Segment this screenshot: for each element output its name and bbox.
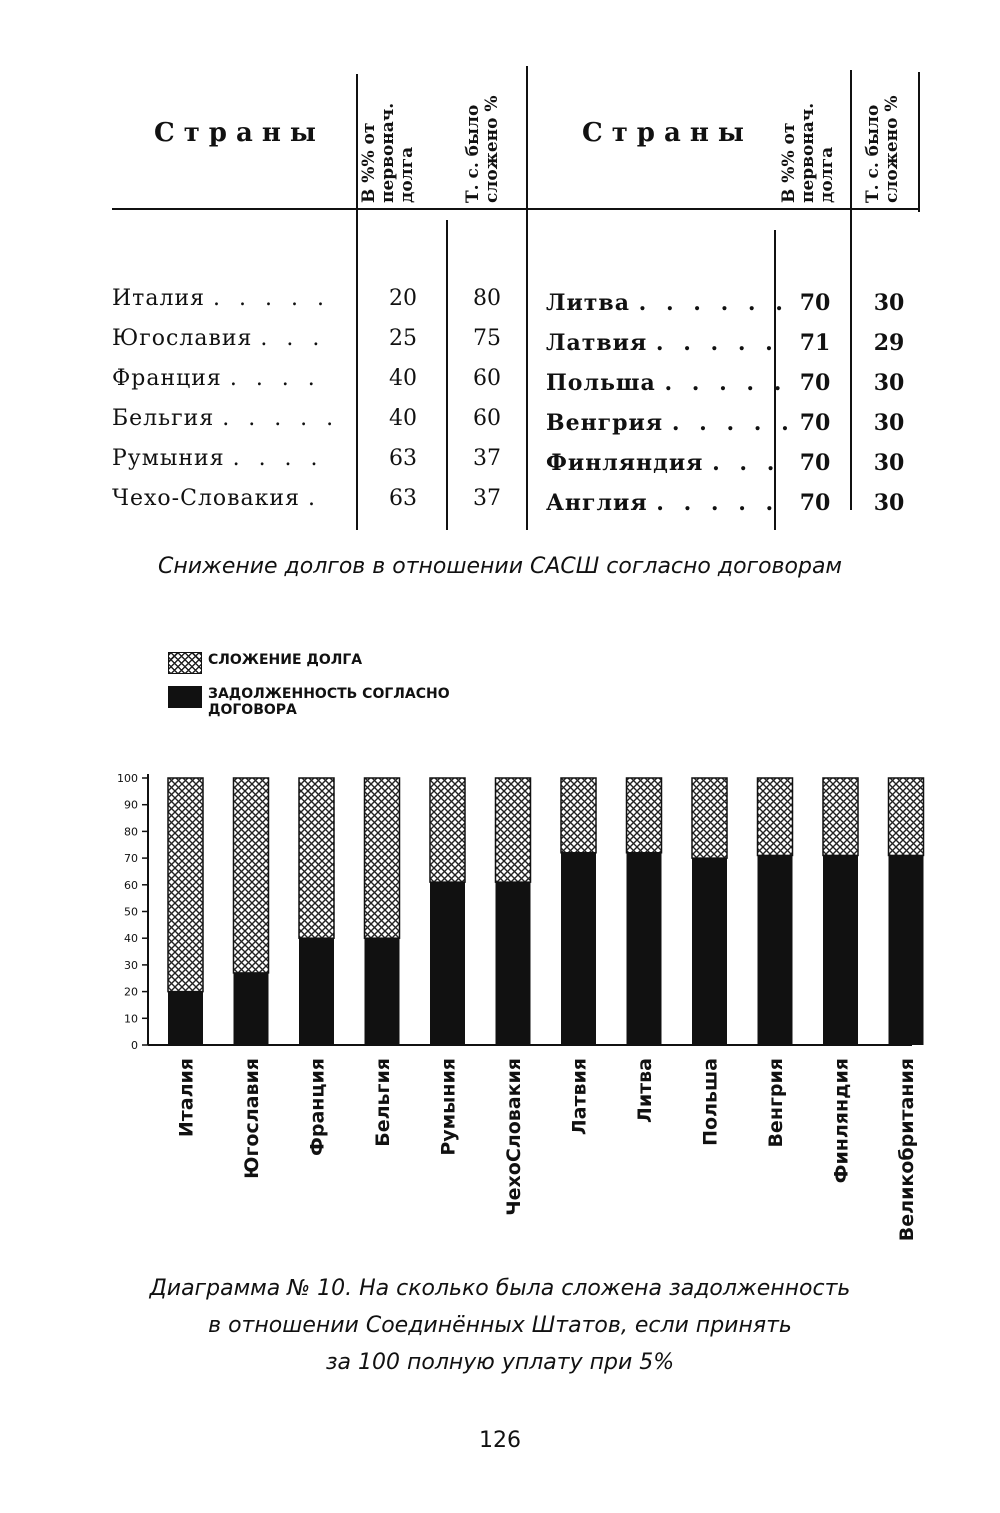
header-forgiven-right: Т. с. было сложено % <box>863 95 902 203</box>
bar-forgiven <box>889 778 924 855</box>
bar-forgiven <box>627 778 662 853</box>
x-tick-label: Латвия <box>568 1058 591 1136</box>
y-tick-label: 80 <box>124 825 138 839</box>
bar-forgiven <box>430 778 465 882</box>
page-number: 126 <box>479 1428 521 1453</box>
percent-value: 70 <box>799 450 831 476</box>
bar-forgiven <box>823 778 858 855</box>
x-tick-label: Италия <box>175 1058 198 1138</box>
header-countries-right: Страны <box>582 118 753 148</box>
x-tick-label: Румыния <box>437 1058 460 1156</box>
bar-debt <box>496 882 531 1045</box>
y-tick-label: 10 <box>124 1012 138 1026</box>
country-name: Литва . . . . . . <box>546 290 789 316</box>
bar-forgiven <box>365 778 400 938</box>
bar-forgiven <box>299 778 334 938</box>
x-tick-label: Литва <box>634 1058 656 1123</box>
country-name: Польша . . . . . <box>546 370 788 396</box>
bar-forgiven <box>758 778 793 855</box>
header-percent-right: В %% от первонач. долга <box>779 102 837 203</box>
forgiven-value: 37 <box>473 446 501 471</box>
forgiven-value: 29 <box>873 330 905 356</box>
bar-forgiven <box>692 778 727 858</box>
header-percent-left: В %% от первонач. долга <box>359 102 417 203</box>
caption-line: Диаграмма № 10. На сколько была сложена задолженность <box>149 1276 851 1301</box>
bar-debt <box>823 855 858 1045</box>
percent-value: 40 <box>389 366 417 391</box>
y-tick-label: 20 <box>124 985 138 999</box>
country-name: Югославия . . . <box>112 326 326 351</box>
forgiven-value: 80 <box>473 286 501 311</box>
bar-debt <box>430 882 465 1045</box>
country-name: Франция . . . . <box>112 366 321 391</box>
x-tick-label: Великобритания <box>896 1058 918 1242</box>
forgiven-value: 60 <box>473 406 501 431</box>
forgiven-value: 75 <box>473 326 501 351</box>
bar-forgiven <box>234 778 269 973</box>
percent-value: 63 <box>389 486 417 511</box>
country-name: Латвия . . . . . <box>546 330 779 356</box>
bar-debt <box>234 973 269 1045</box>
percent-value: 40 <box>389 406 417 431</box>
country-name: Чехо-Словакия . <box>112 486 321 511</box>
x-tick-label: Бельгия <box>372 1058 394 1147</box>
header-countries-left: Страны <box>154 118 325 148</box>
bar-debt <box>889 855 924 1045</box>
y-tick-label: 100 <box>117 772 138 785</box>
forgiven-value: 37 <box>473 486 501 511</box>
percent-value: 25 <box>389 326 417 351</box>
bar-debt <box>758 855 793 1045</box>
forgiven-value: 30 <box>873 490 905 516</box>
x-tick-label: Венгрия <box>765 1058 787 1148</box>
x-tick-label: Польша <box>699 1058 722 1146</box>
y-tick-label: 30 <box>124 958 138 972</box>
bar-forgiven <box>561 778 596 853</box>
legend-label: ЗАДОЛЖЕННОСТЬ СОГЛАСНО ДОГОВОРА <box>208 686 450 718</box>
bar-debt <box>692 858 727 1045</box>
percent-value: 70 <box>799 290 831 316</box>
x-tick-label: ЧехоСловакия <box>503 1058 525 1216</box>
caption-line: в отношении Соединённых Штатов, если принять <box>208 1313 792 1338</box>
header-forgiven-left: Т. с. было сложено % <box>463 95 502 203</box>
y-tick-label: 0 <box>131 1039 138 1052</box>
bar-forgiven <box>168 778 203 992</box>
table-caption: Снижение долгов в отношении САСШ согласно договорам <box>157 554 843 579</box>
percent-value: 20 <box>389 286 417 311</box>
bar-forgiven <box>496 778 531 882</box>
percent-value: 70 <box>799 370 831 396</box>
forgiven-value: 30 <box>873 410 905 436</box>
y-tick-label: 90 <box>124 798 138 812</box>
caption-line: за 100 полную уплату при 5% <box>325 1350 675 1375</box>
y-tick-label: 70 <box>124 852 138 866</box>
x-tick-label: Финляндия <box>830 1058 853 1184</box>
bar-debt <box>365 938 400 1045</box>
percent-value: 71 <box>799 330 831 356</box>
percent-value: 70 <box>799 490 831 516</box>
percent-value: 63 <box>389 446 417 471</box>
bar-debt <box>168 992 203 1045</box>
y-tick-label: 60 <box>124 878 138 892</box>
legend-label: СЛОЖЕНИЕ ДОЛГА <box>208 652 363 668</box>
country-name: Финляндия . . . <box>546 450 781 476</box>
forgiven-value: 30 <box>873 450 905 476</box>
y-tick-label: 50 <box>124 905 138 919</box>
bar-debt <box>627 853 662 1045</box>
country-name: Венгрия . . . . . <box>546 410 795 436</box>
percent-value: 70 <box>799 410 831 436</box>
country-name: Бельгия . . . . . <box>112 406 340 431</box>
y-tick-label: 40 <box>124 932 138 946</box>
bar-debt <box>299 938 334 1045</box>
country-name: Румыния . . . . <box>112 446 324 471</box>
country-name: Англия . . . . . <box>546 490 780 516</box>
forgiven-value: 60 <box>473 366 501 391</box>
forgiven-value: 30 <box>873 290 905 316</box>
x-tick-label: Югославия <box>241 1058 263 1179</box>
forgiven-value: 30 <box>873 370 905 396</box>
chart-caption <box>0 1270 1000 1381</box>
bar-debt <box>561 853 596 1045</box>
x-tick-label: Франция <box>306 1058 329 1156</box>
country-name: Италия . . . . . <box>112 286 330 311</box>
